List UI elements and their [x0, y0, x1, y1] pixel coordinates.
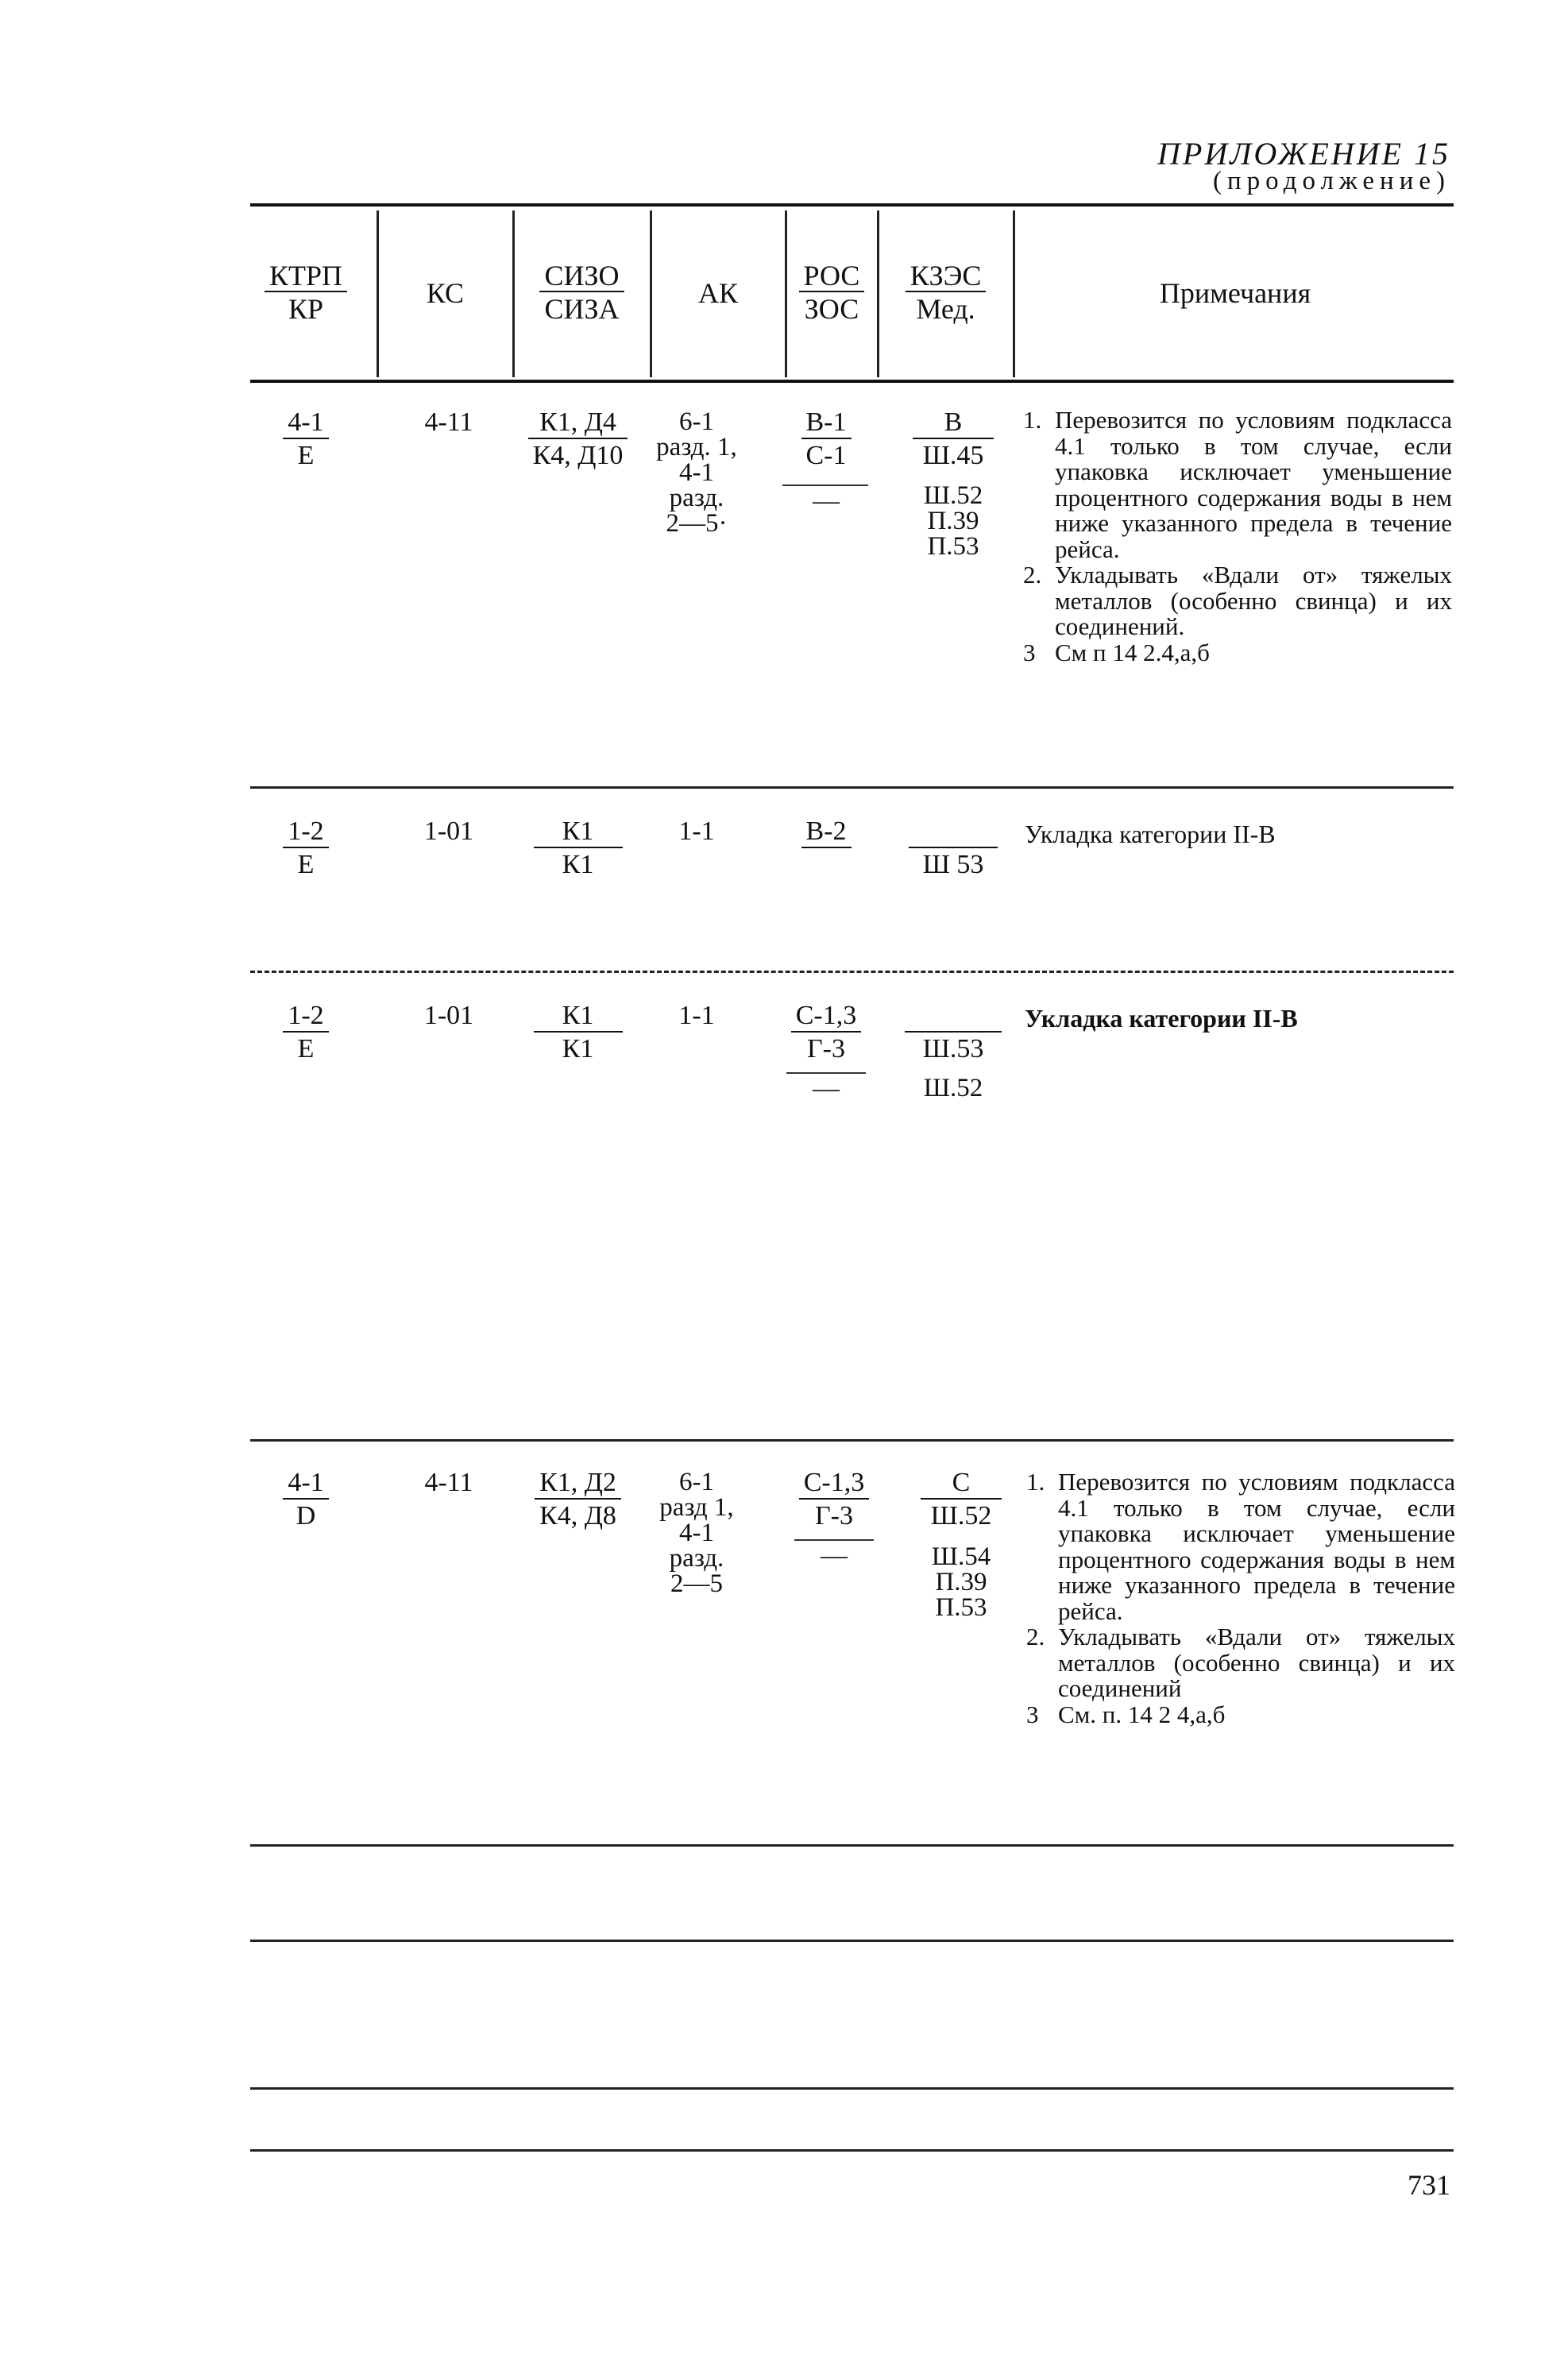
row2-ktrp — [238, 818, 373, 878]
row4-note-text: См. п. 14 2 4,а,б — [1058, 1700, 1226, 1728]
row1-sizo-num: К1, Д4 — [528, 409, 628, 439]
row1-ak — [645, 409, 748, 536]
row1-note-text: См п 14 2.4,а,б — [1055, 638, 1210, 666]
row-separator — [250, 786, 1454, 789]
row4-kzes — [906, 1469, 1017, 1530]
row1-sizo-den: К4, Д10 — [532, 441, 624, 470]
appendix-title: ПРИЛОЖЕНИЕ 15 — [1157, 136, 1450, 172]
row-separator — [250, 971, 1454, 973]
row1-kzes-num: В — [913, 409, 994, 439]
row1-ak-line: 2—5· — [666, 509, 728, 538]
row4-note-item — [1026, 1702, 1455, 1728]
header-sizo-siza — [516, 260, 647, 325]
row2-ros-num: В-2 — [801, 818, 852, 848]
row1-ros-num: В-1 — [801, 409, 852, 439]
row4-ktrp-den: D — [295, 1501, 316, 1531]
row3-ktrp — [238, 1002, 373, 1063]
row3-kzes-line: Ш.52 — [923, 1074, 983, 1102]
header-kzes: КЗЭС — [906, 262, 987, 292]
row2-sizo-den: К1 — [562, 850, 594, 879]
row4-notes — [1026, 1469, 1455, 1727]
row1-kzes-den: Ш.45 — [922, 441, 984, 470]
row4-ros-dash: — — [821, 1541, 848, 1570]
row4-note-item — [1026, 1624, 1455, 1702]
col-divider — [650, 210, 652, 377]
row1-sizo — [508, 409, 647, 469]
row2-ks: 1-01 — [423, 816, 474, 846]
row1-note-item — [1023, 407, 1452, 562]
header-sizo: СИЗО — [539, 262, 624, 292]
row4-ktrp — [238, 1469, 373, 1530]
row3-sizo-num: К1 — [534, 1002, 623, 1033]
row1-note-number: 1. — [1023, 406, 1042, 434]
row4-ros-den: Г-3 — [815, 1501, 853, 1531]
row4-kzes-line: П.53 — [935, 1593, 987, 1622]
row-separator — [250, 1439, 1454, 1442]
row4-ros — [782, 1469, 886, 1530]
row2-sizo-num: К1 — [534, 818, 623, 848]
col-divider — [377, 210, 379, 377]
col-divider — [877, 210, 879, 377]
row3-ros-dash: — — [813, 1074, 840, 1103]
row2-kzes-den: Ш 53 — [922, 850, 984, 879]
header-ks: КС — [426, 277, 465, 309]
header-siza: СИЗА — [544, 293, 620, 325]
appendix-subtitle: (продолжение) — [1213, 167, 1450, 195]
row1-note-item — [1023, 562, 1452, 640]
row3-ktrp-num: 1-2 — [283, 1002, 328, 1033]
page-number: 731 — [1408, 2169, 1450, 2201]
row4-note-text: Перевозится по условиям подкласса 4.1 только в том случае, если упаковка исключает уменьшение процентного содержания воды в нем ниже указанного предела в течение рейса. — [1058, 1468, 1455, 1625]
row2-ktrp-num: 1-2 — [283, 818, 328, 848]
row4-ros-num: С-1,3 — [799, 1469, 870, 1500]
row3-kzes-rest — [898, 1075, 1009, 1101]
row4-note-number: 3 — [1026, 1700, 1039, 1728]
row3-kzes-num — [905, 1002, 1002, 1033]
row1-kzes — [898, 409, 1009, 469]
row1-ak-line: разд. 1, — [656, 433, 737, 461]
row1-ros-den: С-1 — [805, 441, 847, 470]
row2-note: Укладка категории II-В — [1025, 820, 1276, 848]
row1-kzes-line: Ш.52 — [923, 481, 983, 510]
header-ktrp: КТРП — [265, 262, 347, 292]
row1-kzes-line: П.39 — [927, 507, 979, 535]
row4-ak — [645, 1469, 748, 1596]
row1-ak-line: 4-1 — [679, 458, 714, 487]
row4-ak-line: разд. — [669, 1544, 724, 1573]
row2-ros — [782, 818, 870, 851]
row4-note-item — [1026, 1469, 1455, 1624]
header-notes: Примечания — [1159, 277, 1311, 309]
row1-note-number: 2. — [1023, 561, 1042, 589]
row4-note-number: 1. — [1026, 1468, 1045, 1496]
row4-kzes-rest — [906, 1544, 1017, 1620]
row4-sizo — [508, 1469, 647, 1530]
col-divider — [1013, 210, 1015, 377]
row1-note-number: 3 — [1023, 638, 1036, 666]
row1-ros — [782, 409, 870, 469]
header-kr: КР — [288, 293, 324, 325]
table-top-rule — [250, 203, 1454, 207]
header-zos: ЗОС — [804, 293, 859, 325]
row3-ros-den: Г-3 — [807, 1034, 845, 1063]
row3-sizo-den: К1 — [562, 1034, 594, 1063]
row4-ak-line: разд 1, — [659, 1493, 734, 1522]
row4-kzes-line: П.39 — [935, 1568, 987, 1596]
row4-kzes-line: Ш.54 — [931, 1542, 991, 1571]
row4-note-text: Укладывать «Вдали от» тяжелых металлов (особенно свинца) и их соединений — [1058, 1623, 1455, 1702]
row3-ros-num: С-1,3 — [791, 1002, 862, 1033]
header-ak: АК — [697, 277, 738, 309]
row1-ak-line: разд. — [669, 484, 724, 512]
row4-kzes-den: Ш.52 — [930, 1501, 992, 1531]
row4-ak-line: 6-1 — [679, 1468, 714, 1496]
row1-ros-dash: — — [813, 486, 840, 515]
row3-ak: 1-1 — [678, 1001, 715, 1030]
header-med: Мед. — [916, 293, 975, 325]
col-divider — [785, 210, 787, 377]
row-separator — [250, 1844, 1454, 1847]
row4-ktrp-num: 4-1 — [283, 1469, 328, 1500]
row4-ak-line: 4-1 — [679, 1519, 714, 1547]
row4-ks: 4-11 — [424, 1468, 473, 1497]
row3-note: Укладка категории II-В — [1025, 1004, 1298, 1033]
row1-ks: 4-11 — [424, 407, 473, 437]
row3-ktrp-den: E — [297, 1034, 315, 1063]
col-divider — [512, 210, 515, 377]
row3-ks: 1-01 — [423, 1001, 474, 1030]
header-ros-zos — [788, 260, 875, 325]
row3-sizo — [508, 1002, 647, 1063]
row2-kzes — [898, 818, 1009, 878]
row1-note-text: Перевозится по условиям подкласса 4.1 только в том случае, если упаковка исключает уменьшение процентного содержания воды в нем ниже указанного предела в течение рейса. — [1055, 406, 1452, 563]
row3-ros — [782, 1002, 870, 1063]
row4-note-number: 2. — [1026, 1623, 1045, 1650]
row1-kzes-rest — [898, 483, 1009, 559]
row1-ktrp — [238, 409, 373, 469]
row4-kzes-num: С — [921, 1469, 1002, 1500]
row1-ktrp-den: E — [297, 441, 315, 470]
row2-sizo — [508, 818, 647, 878]
header-kzes-med — [880, 260, 1011, 325]
row-separator — [250, 1940, 1454, 1942]
row1-ak-line: 6-1 — [679, 407, 714, 436]
row2-ak: 1-1 — [678, 816, 715, 846]
header-ros: РОС — [799, 262, 865, 292]
row1-note-item — [1023, 640, 1452, 666]
row4-sizo-num: К1, Д2 — [535, 1469, 621, 1500]
row-separator — [250, 2087, 1454, 2090]
row4-ak-line: 2—5 — [670, 1569, 723, 1598]
row3-kzes — [898, 1002, 1009, 1063]
row3-kzes-den: Ш.53 — [922, 1034, 984, 1063]
row2-ktrp-den: E — [297, 850, 315, 879]
table-header-bottom-rule — [250, 380, 1454, 383]
row2-kzes-num — [909, 818, 998, 848]
row1-note-text: Укладывать «Вдали от» тяжелых металлов (особенно свинца) и их соединений. — [1055, 561, 1452, 640]
row-separator — [250, 2149, 1454, 2152]
header-ktrp-kr — [238, 260, 373, 325]
row4-sizo-den: К4, Д8 — [539, 1501, 616, 1531]
row2-ros-den — [801, 848, 852, 851]
row1-ktrp-num: 4-1 — [283, 409, 328, 439]
row1-kzes-line: П.53 — [927, 532, 979, 561]
row1-notes — [1023, 407, 1452, 666]
